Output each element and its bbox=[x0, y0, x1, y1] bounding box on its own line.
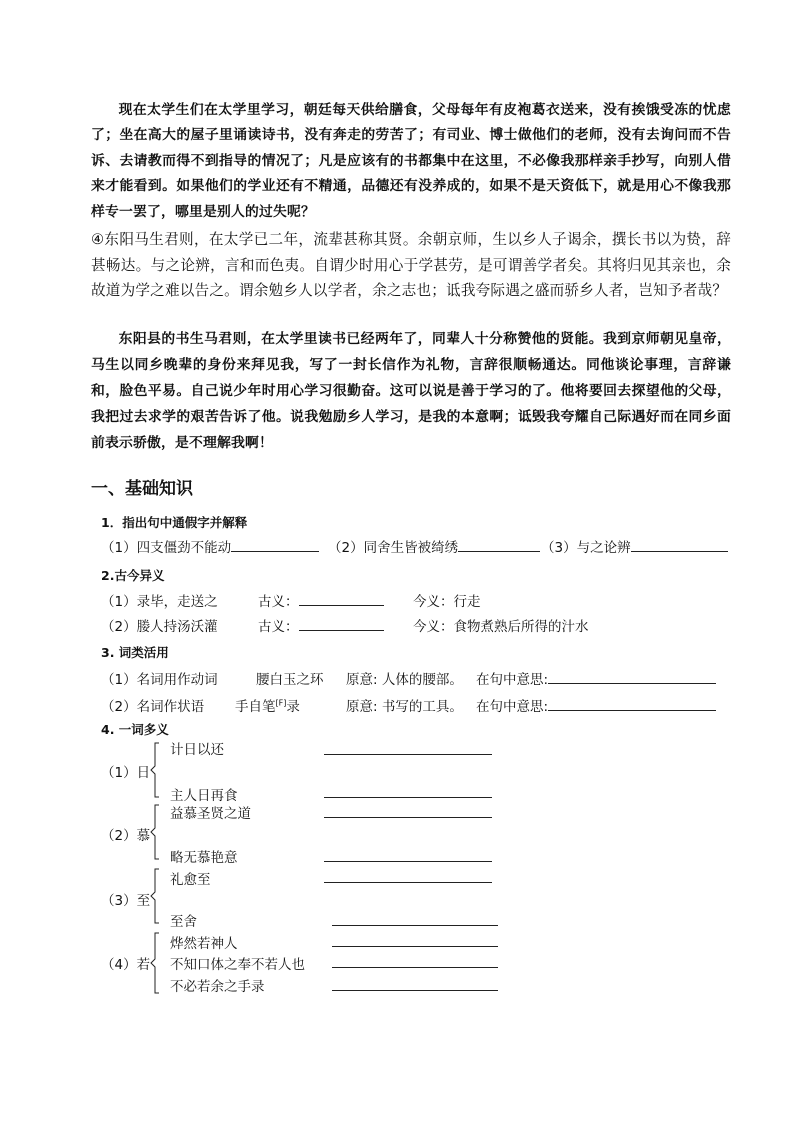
q3-row-2-ctx-label: 在句中意思: bbox=[476, 699, 549, 715]
q1-item-2-blank[interactable] bbox=[458, 537, 540, 552]
q3-row-2-phrase-text: 手自笔 bbox=[235, 699, 276, 715]
q3-row-1-orig: 原意: 人体的腰部。 bbox=[346, 672, 463, 688]
q3-row-2-type: （2）名词作状语 bbox=[101, 699, 205, 715]
group-3-brace bbox=[150, 868, 160, 924]
q1-item-1-text: （1）四支僵劲不能动 bbox=[101, 540, 232, 556]
q4-group-3-blank-1[interactable] bbox=[324, 882, 492, 883]
q4-group-1-blank-2[interactable] bbox=[324, 797, 492, 798]
original-paragraph-4: ④东阳马生君则，在太学已二年，流辈甚称其贤。余朝京师，生以乡人子谒余，撰长书以为贽，辞甚畅达。与之论辨，言和而色夷。自谓少时用心于学甚劳，是可谓善学者矣。其将归见其亲也，余故道为学之难以告之。谓余勉乡人以学者，余之志也；诋我夸际遇之盛而骄乡人者，岂知予者哉？ bbox=[91, 231, 731, 300]
q2-row-2-old bbox=[258, 615, 384, 635]
q3-row-2-blank[interactable] bbox=[548, 696, 716, 711]
q4-group-4-blank-2[interactable] bbox=[332, 967, 498, 968]
q2-row-2-item: （2）媵人持汤沃灌 bbox=[101, 619, 218, 635]
q2-row-1-new-value: 行走 bbox=[453, 594, 481, 610]
q3-row-2-phrase-tail: 录 bbox=[286, 699, 300, 715]
q2-row-2-old-blank[interactable] bbox=[299, 616, 384, 631]
q3-row-1-phrase: 腰白玉之环 bbox=[256, 672, 324, 688]
q2-row-2-new-value: 食物煮熟后所得的汁水 bbox=[453, 619, 589, 635]
q1-item-1 bbox=[101, 536, 319, 556]
q4-group-2-blank-2[interactable] bbox=[324, 861, 492, 862]
q3-row-1-ctx-label: 在句中意思: bbox=[476, 672, 549, 688]
q1-item-3 bbox=[541, 536, 728, 556]
q2-title: 2.古今异义 bbox=[101, 568, 165, 583]
q2-row-1-old-label: 古义： bbox=[258, 594, 299, 610]
q3-row-2-ctx bbox=[476, 695, 716, 715]
q4-group-2-label: （2）慕 bbox=[101, 828, 151, 844]
section-title: 一、基础知识 bbox=[91, 479, 193, 499]
q4-group-3-blank-2[interactable] bbox=[332, 925, 498, 926]
q4-title: 4. 一词多义 bbox=[101, 722, 169, 737]
q4-group-2-blank-1[interactable] bbox=[324, 817, 492, 818]
q2-row-2-old-label: 古义： bbox=[258, 619, 299, 635]
group-2-brace bbox=[150, 804, 160, 860]
q4-group-1-line-2: 主人日再食 bbox=[170, 788, 238, 804]
q4-group-3-label: （3）至 bbox=[101, 893, 151, 909]
translation-paragraph-2: 东阳县的书生马君则，在太学里读书已经两年了，同辈人十分称赞他的贤能。我到京师朝见皇帝，马生以同乡晚辈的身份来拜见我，写了一封长信作为礼物，言辞很顺畅通达。同他谈论事理，言辞谦和，脸色平易。自己说少年时用心学习很勤奋。这可以说是善于学习的了。他将要回去探望他的父母，我把过去求学的艰苦告诉了他。说我勉励乡人学习，是我的本意啊；诋毁我夸耀自己际遇好而在同乡面前表示骄傲，是不理解我啊！ bbox=[91, 331, 731, 451]
q2-row-1-new-label: 今义： bbox=[413, 594, 454, 610]
q2-row-2-new-label: 今义： bbox=[413, 619, 454, 635]
q1-item-2-text: （2）同舍生皆被绮绣 bbox=[328, 540, 459, 556]
q1-item-1-blank[interactable] bbox=[231, 537, 319, 552]
q2-row-1-item: （1）录毕，走送之 bbox=[101, 594, 218, 610]
q3-row-2-phrase bbox=[235, 695, 300, 715]
group-1-brace bbox=[150, 742, 160, 798]
q4-group-1-label: （1）日 bbox=[101, 765, 151, 781]
q4-group-2-line-2: 略无慕艳意 bbox=[170, 850, 238, 866]
q4-group-4-blank-1[interactable] bbox=[332, 946, 498, 947]
q2-row-2-new bbox=[413, 615, 589, 635]
q4-group-1-line-1: 计日以还 bbox=[170, 742, 224, 758]
q4-group-4-line-3: 不必若余之手录 bbox=[170, 979, 265, 995]
q4-group-4-line-1: 烨然若神人 bbox=[170, 936, 238, 952]
q4-group-3-line-1: 礼愈至 bbox=[170, 872, 211, 888]
q2-row-1-old bbox=[258, 590, 384, 610]
translation-paragraph-1: 现在太学生们在太学里学习，朝廷每天供给膳食，父母每年有皮袍葛衣送来，没有挨饿受冻的忧虑了；坐在高大的屋子里诵读诗书，没有奔走的劳苦了；有司业、博士做他们的老师，没有去询问而不告诉、去请教而得不到指导的情况了；凡是应该有的书都集中在这里，不必像我那样亲手抄写，向别人借来才能看到。如果他们的学业还有不精通，品德还有没养成的，如果不是天资低下，就是用心不像我那样专一罢了，哪里是别人的过失呢？ bbox=[91, 102, 731, 220]
q4-group-4-label: （4）若 bbox=[101, 957, 151, 973]
q4-group-4-line-2: 不知口体之奉不若人也 bbox=[170, 957, 305, 973]
q3-row-1-ctx bbox=[476, 668, 716, 688]
q3-row-1-blank[interactable] bbox=[548, 669, 716, 684]
q1-item-3-text: （3）与之论辨 bbox=[541, 540, 631, 556]
q2-row-1-old-blank[interactable] bbox=[299, 591, 384, 606]
q3-row-2-orig: 原意: 书写的工具。 bbox=[346, 699, 463, 715]
q2-row-1-new bbox=[413, 590, 481, 610]
q1-title: 1．指出句中通假字并解释 bbox=[101, 515, 248, 530]
group-4-brace bbox=[150, 932, 160, 994]
q3-row-2-mark: [F] bbox=[275, 698, 287, 708]
q4-group-4-blank-3[interactable] bbox=[332, 990, 498, 991]
q1-item-3-blank[interactable] bbox=[631, 537, 728, 552]
q4-group-2-line-1: 益慕圣贤之道 bbox=[170, 806, 251, 822]
q3-title: 3. 词类活用 bbox=[101, 645, 169, 660]
q3-row-1-type: （1）名词用作动词 bbox=[101, 672, 218, 688]
q4-group-1-blank-1[interactable] bbox=[324, 754, 492, 755]
q1-item-2 bbox=[328, 536, 540, 556]
q4-group-3-line-2: 至舍 bbox=[170, 914, 197, 930]
